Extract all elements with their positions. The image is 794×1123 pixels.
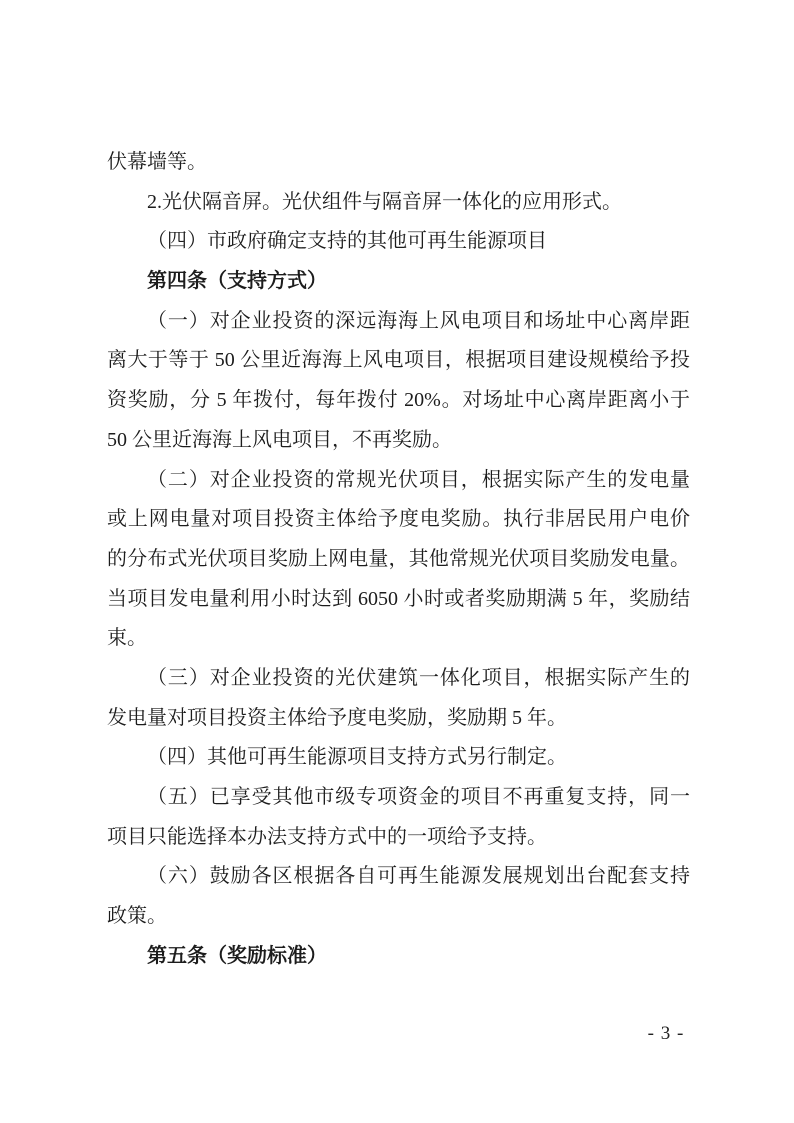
article-heading: 第四条（支持方式） <box>147 270 327 293</box>
document-body <box>107 143 690 976</box>
text-line: 的分布式光伏项目奖励上网电量，其他常规光伏项目奖励发电量。 <box>107 547 690 570</box>
text-line: 束。 <box>107 627 147 650</box>
text-line: （二）对企业投资的常规光伏项目，根据实际产生的发电量 <box>147 468 690 491</box>
text-line: 或上网电量对项目投资主体给予度电奖励。执行非居民用户电价 <box>107 508 690 531</box>
text-line: 项目只能选择本办法支持方式中的一项给予支持。 <box>107 825 547 848</box>
text-line: （五）已享受其他市级专项资金的项目不再重复支持，同一 <box>147 786 690 808</box>
text-line: 离大于等于 50 公里近海海上风电项目，根据项目建设规模给予投 <box>107 349 690 372</box>
page-number: - 3 - <box>647 1023 685 1044</box>
text-line: 50 公里近海海上风电项目，不再奖励。 <box>107 428 452 451</box>
article-heading: 第五条（奖励标准） <box>147 944 327 967</box>
text-line: （一）对企业投资的深远海海上风电项目和场址中心离岸距 <box>147 309 690 332</box>
text-line: 当项目发电量利用小时达到 6050 小时或者奖励期满 5 年，奖励结 <box>107 587 690 610</box>
text-line: （四）市政府确定支持的其他可再生能源项目 <box>147 230 547 253</box>
text-line: 伏幕墙等。 <box>107 151 207 173</box>
text-line: 发电量对项目投资主体给予度电奖励，奖励期 5 年。 <box>107 706 567 729</box>
text-line: 资奖励，分 5 年拨付，每年拨付 20%。对场址中心离岸距离小于 <box>107 389 690 412</box>
text-line: （四）其他可再生能源项目支持方式另行制定。 <box>147 746 567 769</box>
text-line: 2.光伏隔音屏。光伏组件与隔音屏一体化的应用形式。 <box>147 190 622 213</box>
text-line: 政策。 <box>107 905 167 928</box>
text-line: （六）鼓励各区根据各自可再生能源发展规划出台配套支持 <box>147 865 690 888</box>
text-line: （三）对企业投资的光伏建筑一体化项目，根据实际产生的 <box>147 666 690 689</box>
